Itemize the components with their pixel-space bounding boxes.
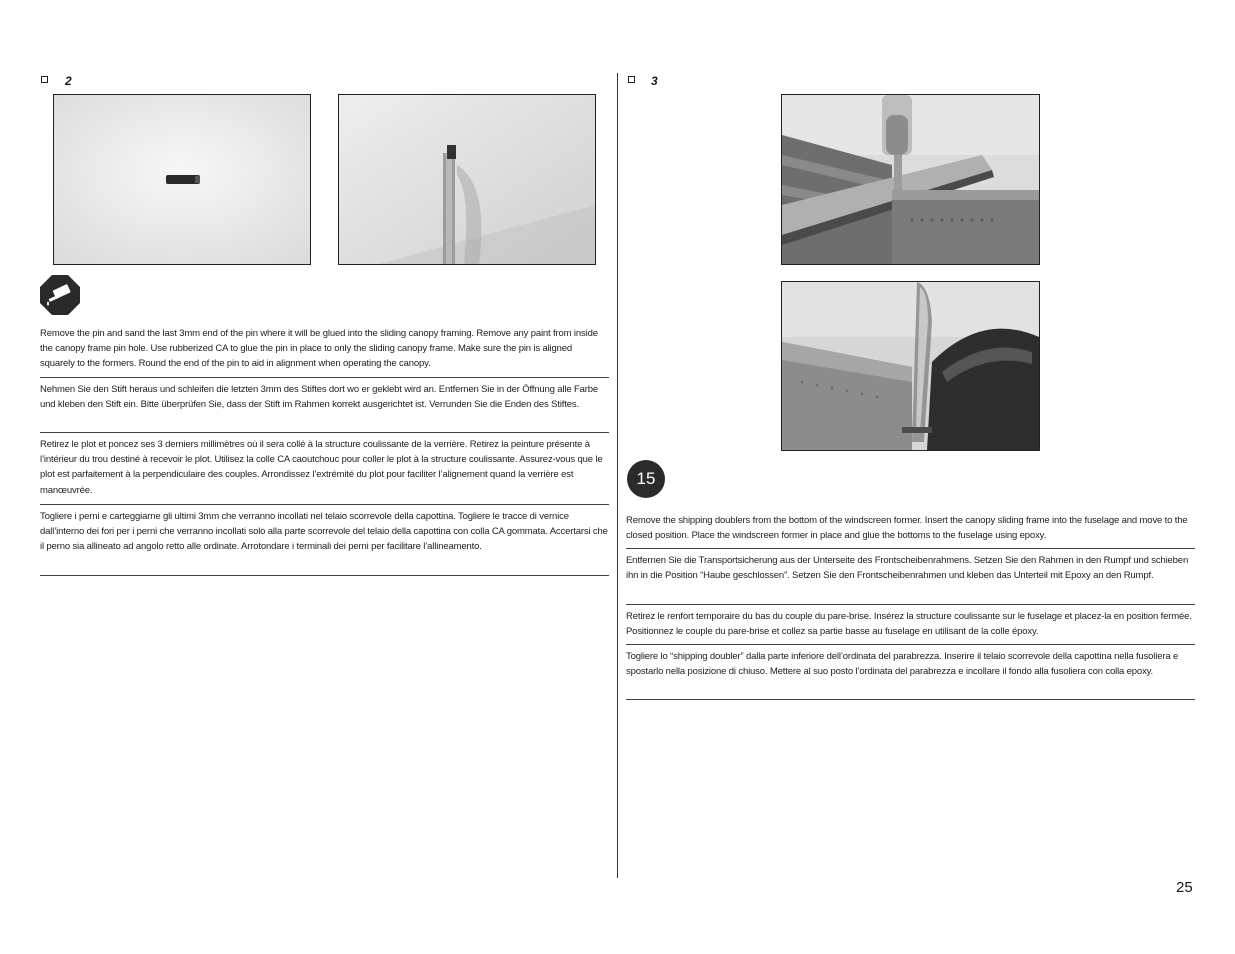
- divider: [40, 432, 609, 433]
- photo-canopy-frame-top: [781, 94, 1040, 265]
- photo-canopy-frame-side: [781, 281, 1040, 451]
- photo-pin: [53, 94, 311, 265]
- step-checkbox-icon[interactable]: [628, 76, 635, 83]
- step-checkbox-icon[interactable]: [41, 76, 48, 83]
- pin-photo-image: [54, 95, 310, 264]
- divider: [626, 644, 1195, 645]
- paragraph-italian: Togliere i perni e carteggiarne gli ultimi 3mm che verranno incollati nel telaio scorrevole della capottina. Togliere le tracce di vernice dall’interno dei fori per i perni che verranno incollati solo alla parte scorrevole del telaio della capottina con colla CA gommata. Accertarsi che il perno sia allineato ad angolo retto alle ordinate. Arrotondare i terminali dei perni per facilitare l’allineamento.: [40, 511, 608, 553]
- page-number: 25: [1176, 879, 1193, 896]
- divider: [626, 699, 1195, 700]
- paragraph-french: Retirez le plot et poncez ses 3 derniers millimètres où il sera collé à la structure coulissante de la verrière. Retirez la peinture présente à l’intérieur du trou destiné à recevoir le plot. Utilisez la colle CA caoutchouc pour coller le plot à la structure coulissante. Assurez-vous que le plot est parfaitement à la perpendiculaire des couples. Arrondissez l’extrémité du plot pour faciliter l’alignement quand la verrière est manœuvrée.: [40, 439, 603, 496]
- step-number: 2: [65, 74, 72, 88]
- paragraph-english: Remove the pin and sand the last 3mm end of the pin where it will be glued into the sliding canopy framing. Remove any paint from inside the canopy frame pin hole. Use rubberized CA to glue the pin in place to only the sliding canopy frame. Make sure the pin is aligned squarely to the formers. Round the end of the pin to aid in alignment when operating the canopy.: [40, 328, 598, 370]
- step-badge: 15: [627, 460, 665, 498]
- paragraph-english: Remove the shipping doublers from the bottom of the windscreen former. Insert the canopy sliding frame into the fuselage and move to the closed position. Place the windscreen former in place and glue the bottoms to the fuselage using epoxy.: [626, 515, 1188, 542]
- column-divider: [617, 73, 618, 878]
- windscreen-photo-image: [782, 282, 1039, 450]
- paragraph-german: Entfernen Sie die Transportsicherung aus der Unterseite des Frontscheibenrahmens. Setzen Sie den Rahmen in den Rumpf und schieben ihn in die Position “Haube geschlossen”. Setzen Sie den Frontscheibenrahmen und kleben das Unterteil mit Epoxy an den Rumpf.: [626, 555, 1189, 582]
- divider: [626, 604, 1195, 605]
- step-number: 3: [651, 74, 658, 88]
- paragraph-german: Nehmen Sie den Stift heraus und schleifen die letzten 3mm des Stiftes dort wo er geklebt wird an. Entfernen Sie in der Öffnung alle Farbe und kleben den Stift ein. Bitte überprüfen Sie, dass der Stift im Rahmen korrekt ausgerichtet ist. Verrunden Sie die Enden des Stiftes.: [40, 384, 599, 411]
- divider: [626, 548, 1195, 549]
- ruler-photo-image: [339, 95, 595, 264]
- divider: [40, 575, 609, 576]
- canopy-photo-image: [782, 95, 1039, 264]
- divider: [40, 504, 609, 505]
- paragraph-french: Retirez le renfort temporaire du bas du couple du pare-brise. Insérez la structure coulissante sur le fuselage et placez-la en position fermée. Positionnez le couple du pare-brise et collez sa partie basse au fuselage en utilisant de la colle époxy.: [626, 611, 1192, 638]
- photo-pin-measure: [338, 94, 596, 265]
- paragraph-italian: Togliere lo “shipping doubler” dalla parte inferiore dell’ordinata del parabrezza. Inserire il telaio scorrevole della capottina nella fusoliera e spostarlo nella posizione di chiuso. Mettere al suo posto l’ordinata del parabrezza e incollare il fondo alla fusoliera con colla epoxy.: [626, 651, 1179, 678]
- divider: [40, 377, 609, 378]
- glue-bottle-icon: [40, 275, 80, 315]
